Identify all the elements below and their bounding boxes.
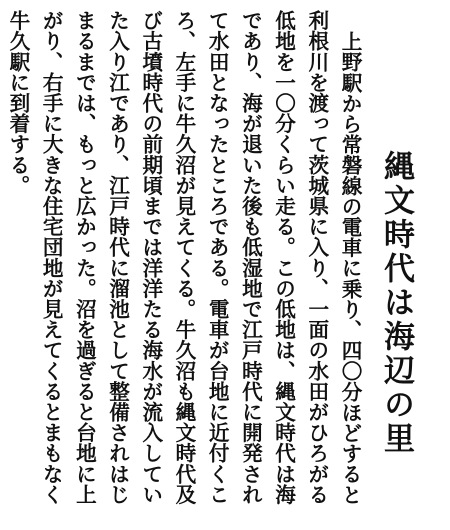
document-title: 縄文時代は海辺の里 — [378, 150, 414, 456]
document-body — [6, 10, 366, 522]
body-paragraph: 上野駅から常磐線の電車に乗り、四〇分ほどすると利根川を渡って茨城県に入り、一面の水田がひろがる低地を一〇分くらい走る。この低地は、縄文時代は海であり、海が退いた後も低湿地で江戸時代に開発されて水田となったところである。電車が台地に近付くころ、左手に牛久沼が見えてくる。牛久沼も縄文時代及び古墳時代の前期頃までは洋洋たる海水が流入していた入り江であり、江戸時代に溜池として整備されはじまるまでは、もっと広かった。沼を過ぎると台地に上がり、右手に大きな住宅団地が見えてくるとまもなく牛久駅に到着する。 — [5, 10, 362, 505]
